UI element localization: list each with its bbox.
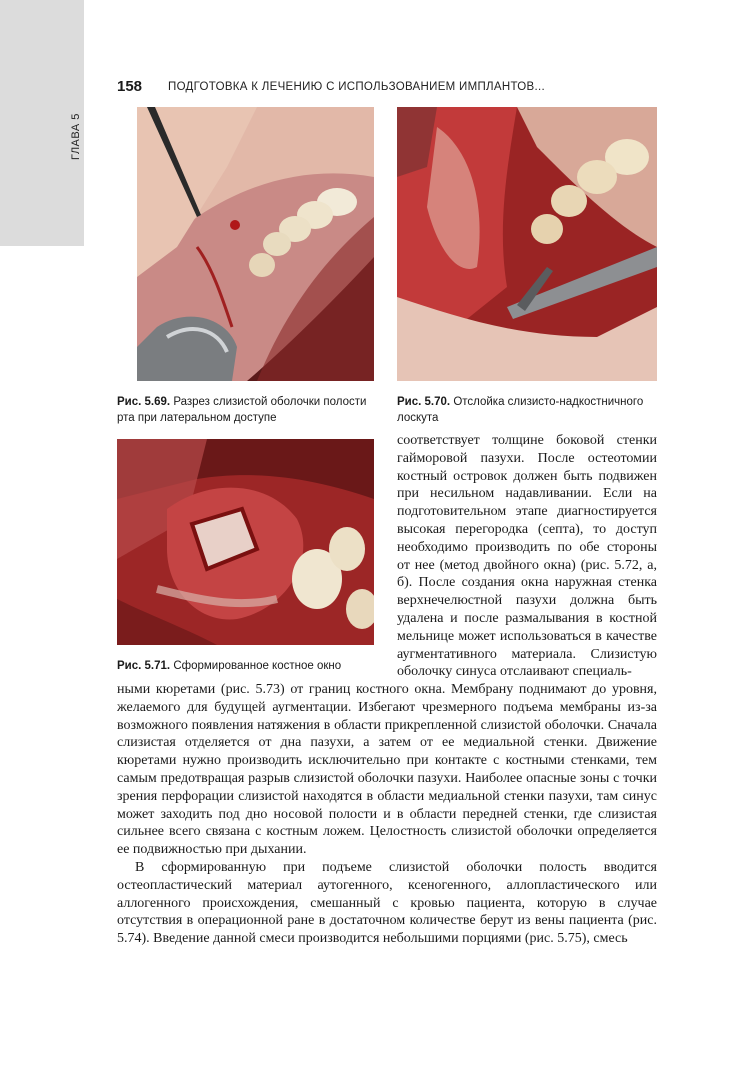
body-paragraph: соответствует толщине боковой стенки гайморовой пазухи. После остеотомии костный островок должен быть подвижен при несильном надавливании. Если на подготовительном этапе диагностируется высокая перегородка (септа), то доступ необходимо производить по обе стороны от нее (метод двойного окна) (рис. 5.72, а, б). После создания окна наружная стенка верхнечелюстной пазухи должна быть удалена и после размалывания в костной мельнице может использоваться в качестве аугментативного материала. Слизистую оболочку синуса отслаивают специаль- [397, 433, 657, 680]
figure-caption-text: Отслойка слизисто-надкостничного лоскута [397, 396, 644, 424]
body-paragraph: ными кюретами (рис. 5.73) от границ костного окна. Мембрану поднимают до уровня, желаемого для будущей аугментации. Избегают чрезмерного подъема мембраны из-за возможного появления натяжения в области прикрепленной слизистой оболочки. Сначала слизистая отделяется от дна пазухи, а затем от ее медиальной стенки. Движение кюретами нужно производить исключительно при контакте с костными стенками, тем самым предотвращая разрыв слизистой оболочки пазухи. Наиболее опасные зоны с точки зрения перфорации слизистой находятся в области медиальной стенки пазухи, там синус может заходить под дно носовой полости и в области передней стенки, где слизистая сильнее всего связана с костным ложем. Целостность слизистой оболочки определяется ее подвижностью при дыхании. [117, 682, 657, 858]
figure-label: Рис. 5.69. [117, 396, 171, 408]
chapter-label: ГЛАВА 5 [70, 113, 82, 160]
figure-5-70-caption [397, 394, 657, 426]
figure-label: Рис. 5.71. [117, 660, 171, 672]
page-number: 158 [117, 78, 143, 95]
figure-caption-text: Разрез слизистой оболочки полости рта при латеральном доступе [117, 396, 367, 424]
figure-5-69-photo [137, 107, 374, 381]
figure-5-70-photo [397, 107, 657, 381]
figure-5-69-caption [117, 394, 375, 426]
figure-label: Рис. 5.70. [397, 396, 451, 408]
figure-caption-text: Сформированное костное окно [173, 660, 342, 672]
figure-5-71-photo [117, 439, 374, 645]
body-text-column [397, 432, 657, 681]
figure-5-71-caption [117, 658, 375, 674]
body-text-full [117, 681, 657, 948]
running-title: ПОДГОТОВКА К ЛЕЧЕНИЮ С ИСПОЛЬЗОВАНИЕМ ИМПЛАНТОВ... [168, 81, 545, 93]
body-paragraph: В сформированную при подъеме слизистой оболочки полость вводится остеопластический материал аутогенного, ксеногенного, аллопластического или аллогенного происхождения, смешанный с кровью пациента, которую в случае отсутствия в операционной ране в достаточном количестве берут из вены пациента (рис. 5.74). Введение данной смеси производится небольшими порциями (рис. 5.75), смесь [117, 859, 657, 947]
